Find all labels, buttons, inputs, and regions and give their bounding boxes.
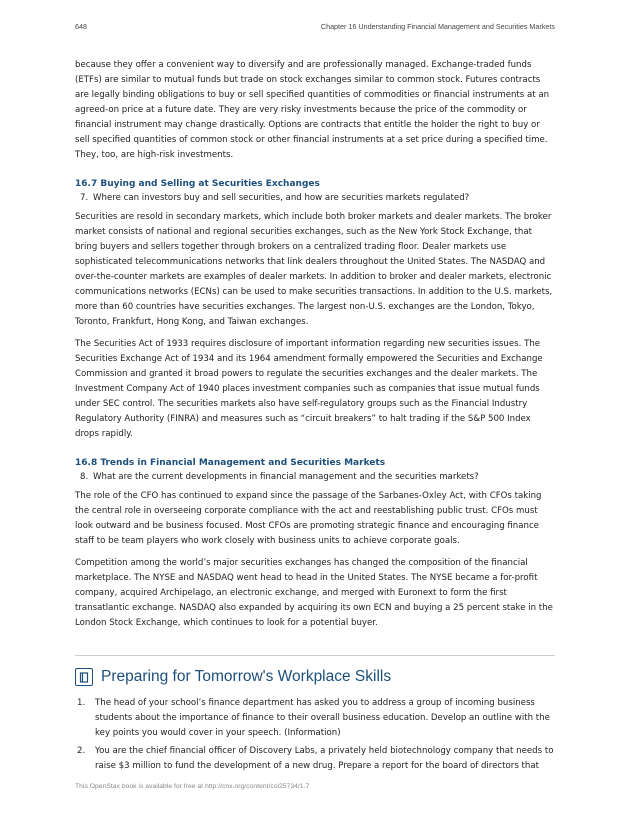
item-text: You are the chief financial officer of Discovery Labs, a privately held biotechnology company that needs to raise $3 million to fund the development of a new drug. Prepare a report for the board of directors that [95, 746, 554, 771]
section-paragraph: The role of the CFO has continued to expand since the passage of the Sarbanes-Oxley Act, with CFOs taking the central role in overseeing corporate compliance with the act and reestablishing public trust. CFOs must look outward and be business focused. Most CFOs are promoting strategic finance and encouraging finance staff to be team players who work closely with business units to achieve corporate goals. [75, 491, 542, 546]
section-16-8 [75, 456, 555, 631]
skills-heading: Preparing for Tomorrow's Workplace Skills [101, 668, 392, 685]
page-number: 648 [75, 22, 87, 31]
section-title: 16.8 Trends in Financial Management and Securities Markets [75, 458, 386, 468]
page-footer: This OpenStax book is available for free at http://cnx.org/content/col25734/1.7 [75, 783, 310, 790]
review-question [75, 191, 555, 206]
section-16-7 [75, 177, 555, 442]
question-number: 7. [80, 193, 89, 203]
book-icon [75, 668, 93, 686]
question-number: 8. [80, 472, 89, 482]
section-paragraph: Securities are resold in secondary markets, which include both broker markets and dealer markets. The broker market consists of national and regional securities exchanges, such as the New York Stock Exchange, that bring buyers and sellers together through brokers on a centralized trading floor. Dealer markets use sophisticated telecommunications networks that link dealers throughout the United States. The NASDAQ and over-the-counter markets are examples of dealer markets. In addition to broker and dealer markets, electronic communications networks (ECNs) can be used to make securities transactions. In addition to the U.S. markets, more than 60 countries have securities exchanges. The largest non-U.S. exchanges are the London, Tokyo, Toronto, Frankfurt, Hong Kong, and Taiwan exchanges. [75, 212, 553, 327]
list-item [75, 696, 555, 741]
question-text: Where can investors buy and sell securities, and how are securities markets regulated? [93, 193, 470, 203]
item-number: 1. [77, 698, 86, 708]
chapter-title: Chapter 16 Understanding Financial Management and Securities Markets [320, 22, 555, 31]
section-title: 16.7 Buying and Selling at Securities Exchanges [75, 179, 320, 189]
section-paragraph: The Securities Act of 1933 requires disclosure of important information regarding new securities issues. The Securities Exchange Act of 1934 and its 1964 amendment formally empowered the Securities and Exchange Commission and granted it broad powers to regulate the securities exchanges and the dealer markets. The Investment Company Act of 1940 places investment companies such as companies that issue mutual funds under SEC control. The securities markets also have self-regulatory groups such as the Financial Industry Regulatory Authority (FINRA) and measures such as “circuit breakers” to halt trading if the S&P 500 Index drops rapidly. [75, 339, 543, 439]
question-text: What are the current developments in financial management and the securities markets? [93, 472, 479, 482]
item-text: The head of your school’s finance department has asked you to address a group of incoming business students about the importance of finance to their overall business education. Develop an outline with the key points you would cover in your speech. (Information) [95, 698, 550, 738]
list-item [75, 744, 555, 774]
skills-header [75, 655, 555, 686]
intro-paragraph: because they offer a convenient way to diversify and are professionally managed. Exchange-traded funds (ETFs) are similar to mutual funds but trade on stock exchanges similar to common stock. Futures contracts are legally binding obligations to buy or sell specified quantities of commodities or financial instruments at an agreed-on price at a future date. They are very risky investments because the price of the commodity or financial instrument may change drastically. Options are contracts that entitle the holder the right to buy or sell specified quantities of common stock or other financial instruments at a set price during a specified time. They, too, are high-risk investments. [75, 60, 550, 160]
section-paragraph: Competition among the world’s major securities exchanges has changed the composition of the financial marketplace. The NYSE and NASDAQ went head to head in the United States. The NYSE became a for-profit company, acquired Archipelago, an electronic exchange, and merged with Euronext to form the first transatlantic exchange. NASDAQ also expanded by acquiring its own ECN and buying a 25 percent stake in the London Stock Exchange, which continues to look for a potential buyer. [75, 558, 553, 628]
page-content [75, 58, 555, 777]
review-question [75, 470, 555, 485]
item-number: 2. [77, 746, 86, 756]
skills-list [75, 696, 555, 774]
